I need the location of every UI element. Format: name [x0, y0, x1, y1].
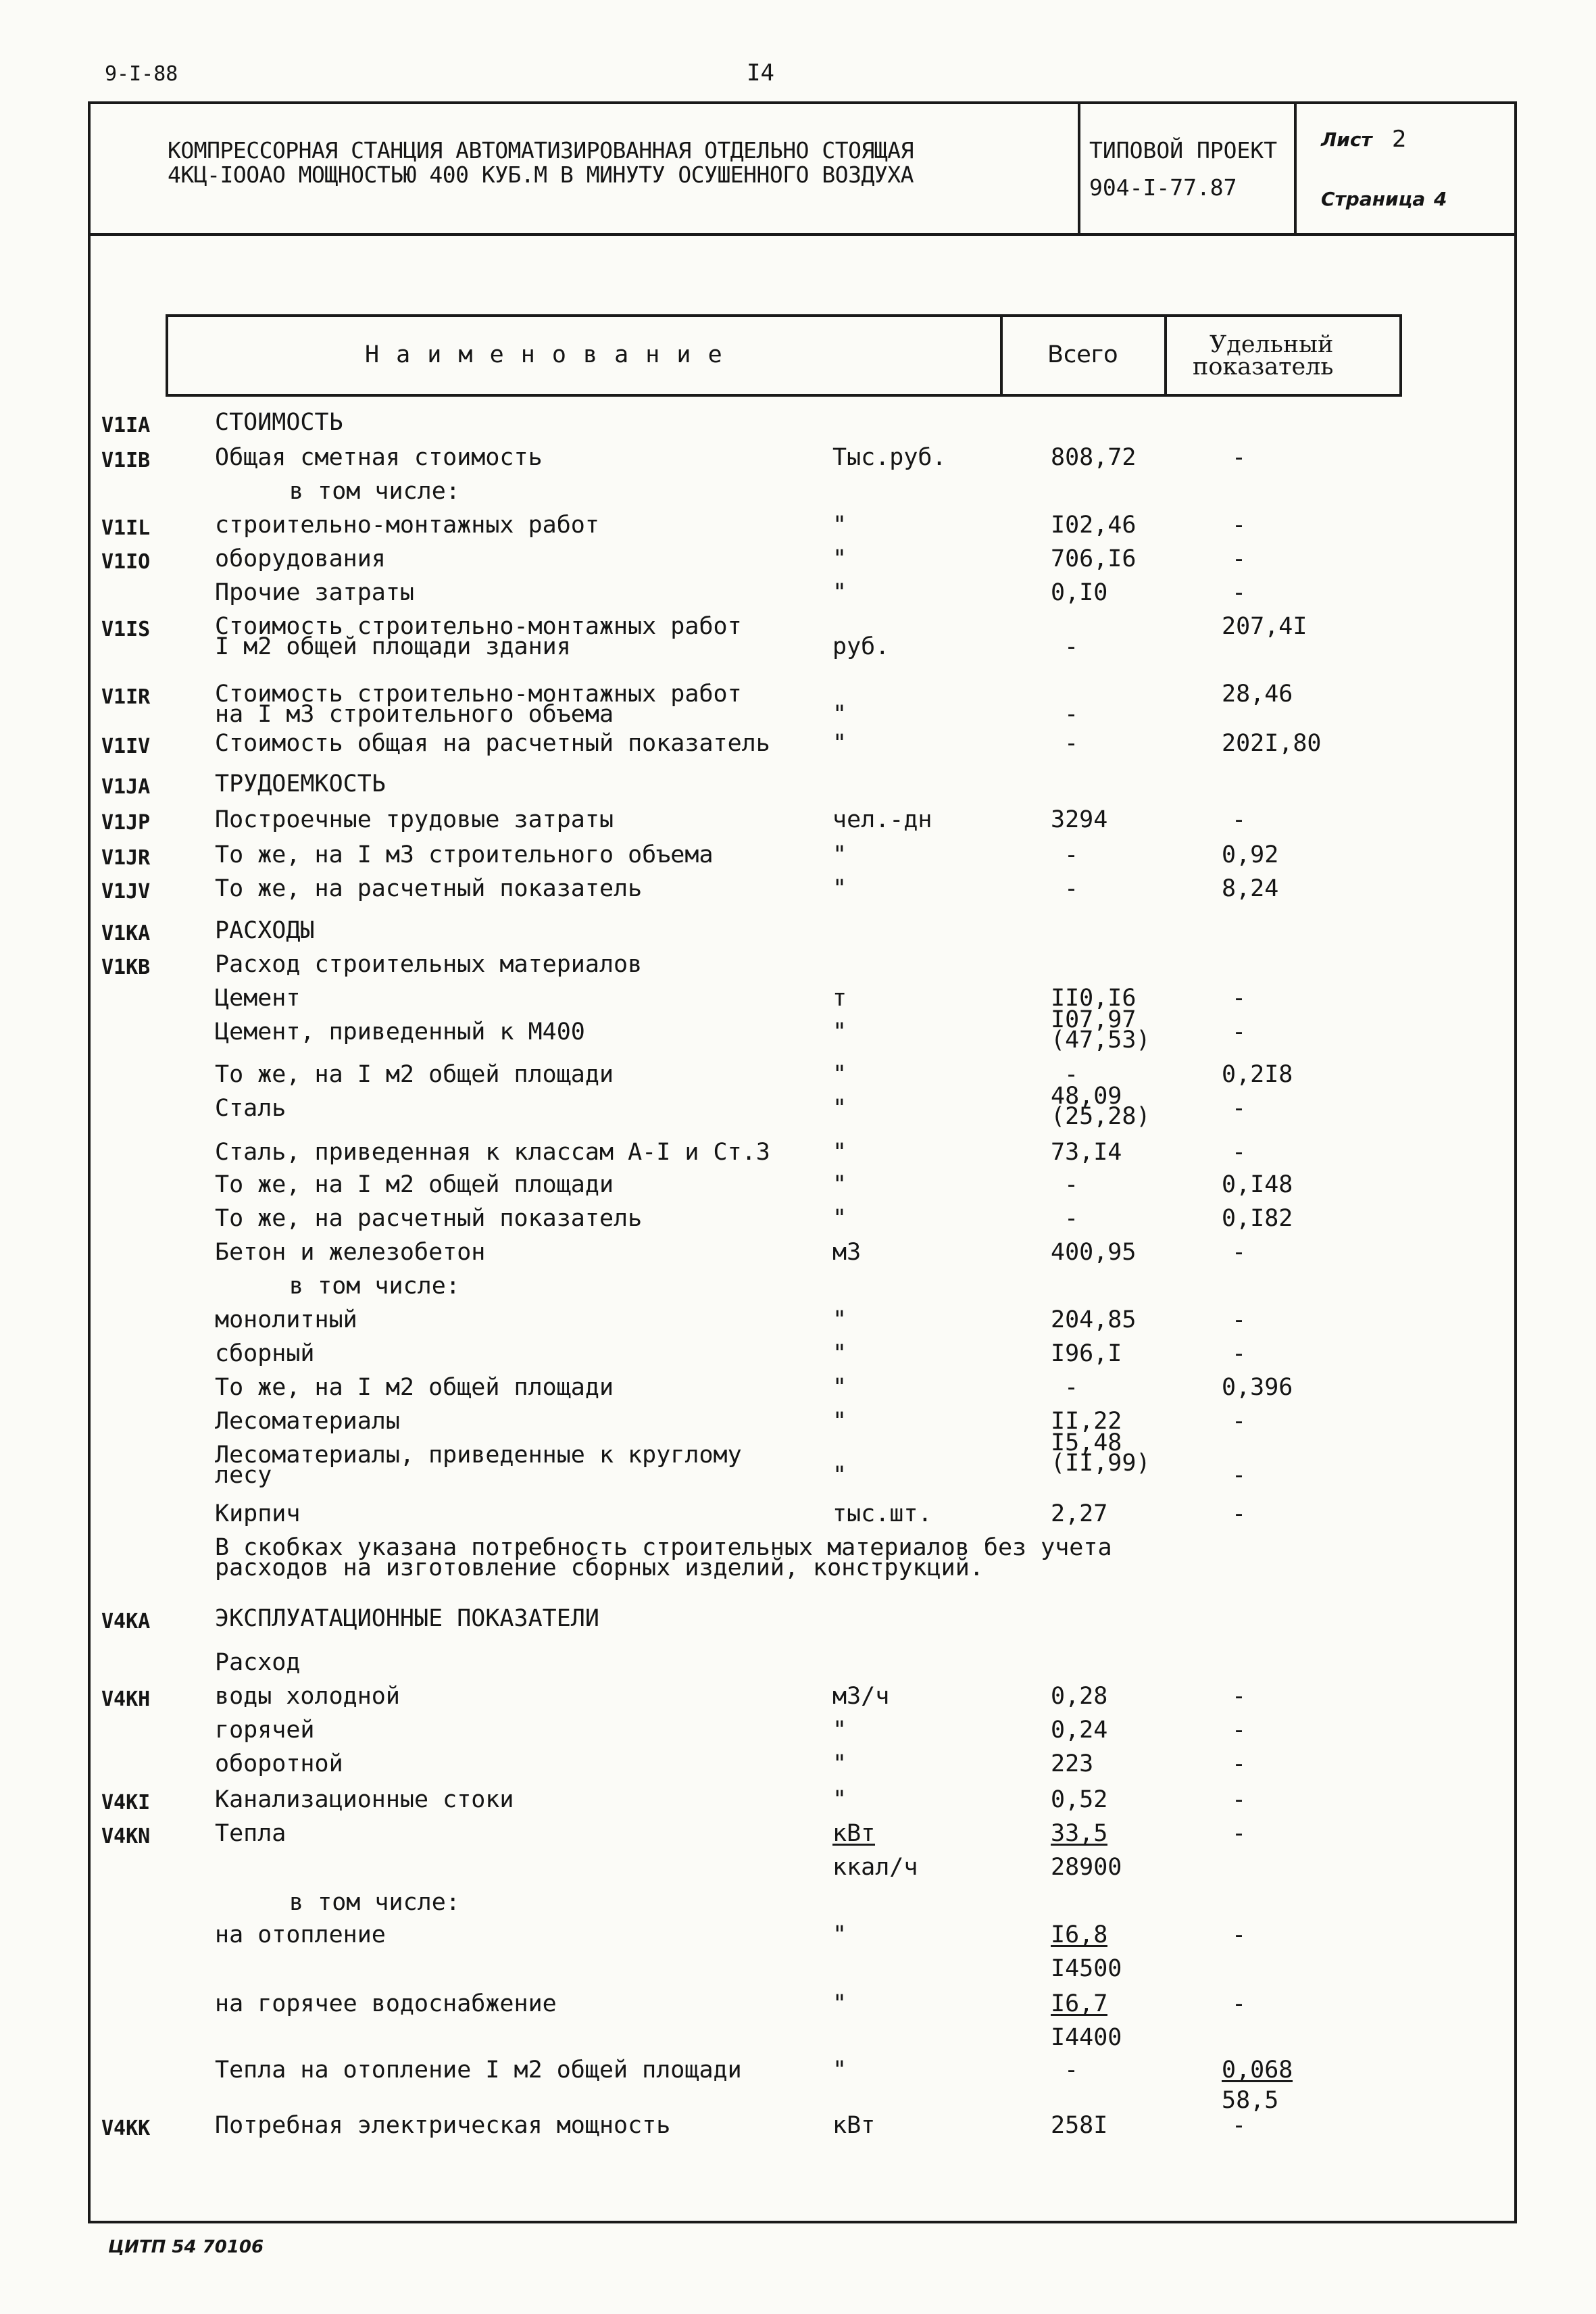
tech-row-spec: - [1232, 806, 1247, 833]
tech-row-total: I96,I [1051, 1340, 1122, 1367]
page-label: Страница [1321, 188, 1426, 210]
ops-row-spec: 0,068 [1222, 2057, 1293, 2084]
ops-row-name: Тепла [215, 1820, 286, 1847]
tech-row-code: V1IS [101, 618, 151, 641]
tech-row-name: Бетон и железобетон [215, 1239, 486, 1266]
tech-row-code: V1IR [101, 685, 151, 709]
tech-row-name: в том числе: [289, 1273, 460, 1300]
tech-row-spec: 0,2I8 [1222, 1061, 1293, 1088]
tech-row-name: оборудования [215, 545, 386, 572]
tech-row-unit: " [832, 1018, 847, 1045]
tech-row-name: Стоимость строительно-монтажных работ [215, 681, 742, 708]
ops-row-name: Потребная электрическая мощность [215, 2112, 671, 2139]
tech-row-total-2: (25,28) [1051, 1103, 1151, 1130]
tech-row-spec: - [1232, 985, 1247, 1012]
tech-row-unit: " [832, 841, 847, 868]
tech-row-total: I07,97 [1051, 1006, 1137, 1033]
tech-row-name: То же, на I м2 общей площади [215, 1374, 614, 1401]
tech-row-spec: 0,396 [1222, 1374, 1293, 1401]
tech-row-code: V1IL [101, 516, 151, 540]
ops-row-unit: " [832, 1717, 847, 1744]
ops-row-name: оборотной [215, 1750, 343, 1777]
tech-row-name: Сталь [215, 1095, 286, 1122]
ops-row-code: V4KK [101, 2117, 151, 2140]
tech-row-unit: руб. [832, 633, 890, 660]
header-title-line1: КОМПРЕССОРНАЯ СТАНЦИЯ АВТОМАТИЗИРОВАННАЯ ОТДЕЛЬНО СТОЯЩАЯ [168, 137, 914, 164]
ops-row-spec: - [1232, 1786, 1247, 1813]
ops-row-unit-2: ккал/ч [832, 1854, 918, 1881]
ops-row-total: 223 [1051, 1750, 1094, 1777]
ops-row-name: воды холодной [215, 1683, 400, 1710]
tech-row-code: V1KA [101, 922, 151, 945]
ops-row-spec: - [1232, 1921, 1247, 1948]
tech-row-name-2: на I м3 строительного объема [215, 701, 614, 728]
tech-row-code: V1JV [101, 880, 151, 904]
ops-row-unit: " [832, 1786, 847, 1813]
ops-row-name: ЭКСПЛУАТАЦИОННЫЕ ПОКАЗАТЕЛИ [215, 1605, 599, 1632]
tech-row-code: V1JR [101, 846, 151, 870]
tech-row-unit: " [832, 1374, 847, 1401]
tech-row-name: То же, на расчетный показатель [215, 1205, 643, 1232]
tech-row-unit: м3 [832, 1239, 862, 1266]
tech-row-spec: - [1232, 1340, 1247, 1367]
tech-row-code: V1IB [101, 449, 151, 472]
ops-row-spec: - [1232, 1683, 1247, 1710]
tech-row-unit: чел.-дн [832, 806, 932, 833]
tech-row-unit: " [832, 1205, 847, 1232]
ops-row-total-2: 28900 [1051, 1854, 1122, 1881]
tech-row-total: - [1064, 875, 1079, 902]
tech-row-code: V1IA [101, 414, 151, 437]
tech-row-name: Лесоматериалы [215, 1408, 400, 1435]
ops-row-unit: " [832, 1990, 847, 2017]
header-divider [88, 233, 1517, 236]
tech-row-name: ТРУДОЕМКОСТЬ [215, 770, 386, 797]
tech-row-total: 73,I4 [1051, 1139, 1122, 1166]
tech-row-unit: тыс.шт. [832, 1500, 932, 1527]
tech-row-spec: 8,24 [1222, 875, 1279, 902]
tech-row-name: Общая сметная стоимость [215, 444, 543, 471]
tech-row-spec: 0,92 [1222, 841, 1279, 868]
tech-row-spec: - [1232, 1408, 1247, 1435]
tech-row-unit: " [832, 1306, 847, 1333]
header-divider-v2 [1294, 101, 1297, 235]
ops-row-name: в том числе: [289, 1889, 460, 1916]
tech-row-code: V1IV [101, 735, 151, 758]
tech-row-unit: " [832, 1462, 847, 1489]
tech-row-total: - [1064, 1061, 1079, 1088]
tech-row-name: сборный [215, 1340, 315, 1367]
tech-row-total: 2,27 [1051, 1500, 1108, 1527]
tech-row-total: - [1064, 1374, 1079, 1401]
tech-row-name: СТОИМОСТЬ [215, 409, 343, 436]
tech-row-total: 48,09 [1051, 1083, 1122, 1110]
tech-row-total: - [1064, 1205, 1079, 1232]
tech-row-total: - [1064, 633, 1079, 660]
tech-row-code: V1JA [101, 775, 151, 799]
ops-row-total: 258I [1051, 2112, 1108, 2139]
ops-row-total: I6,8 [1051, 1921, 1108, 1948]
ops-row-code: V4KI [101, 1791, 151, 1815]
ops-row-spec: - [1232, 2112, 1247, 2139]
tech-row-code: V1JP [101, 811, 151, 835]
ops-row-total: 0,24 [1051, 1717, 1108, 1744]
page-value: 4 [1434, 188, 1447, 210]
ops-row-spec: - [1232, 1820, 1247, 1847]
tech-row-name: в том числе: [289, 478, 460, 505]
sheet-value: 2 [1392, 126, 1407, 153]
tech-row-code: V1IO [101, 550, 151, 574]
tech-row-spec: - [1232, 579, 1247, 606]
tech-row-name: Прочие затраты [215, 579, 415, 606]
tech-row-name: монолитный [215, 1306, 357, 1333]
tech-row-total-2: (47,53) [1051, 1027, 1151, 1054]
footer-stamp: ЦИТП 54 70106 [108, 2237, 264, 2257]
ops-row-total: 0,28 [1051, 1683, 1108, 1710]
tech-row-unit: " [832, 1095, 847, 1122]
tech-row-unit: " [832, 1408, 847, 1435]
tech-row-name: Цемент, приведенный к М400 [215, 1018, 585, 1045]
sheet-label: Лист [1321, 128, 1372, 151]
ops-row-total-2: I4400 [1051, 2024, 1122, 2051]
tech-row-spec: 202I,80 [1222, 730, 1322, 757]
ops-row-unit: " [832, 2057, 847, 2084]
tech-row-name: Цемент [215, 985, 301, 1012]
table-header-divider-1 [1000, 314, 1003, 397]
tech-row-name: строительно-монтажных работ [215, 512, 599, 539]
tech-row-code: V1KB [101, 956, 151, 979]
ops-row-code: V4KN [101, 1825, 151, 1848]
tech-row-spec: - [1232, 1018, 1247, 1045]
ops-row-unit: кВт [832, 1820, 876, 1847]
tech-row-spec: 28,46 [1222, 681, 1293, 708]
tech-row-unit: " [832, 730, 847, 757]
tech-row-name: Кирпич [215, 1500, 301, 1527]
tech-row-total: 3294 [1051, 806, 1108, 833]
tech-row-total: II,22 [1051, 1408, 1122, 1435]
tech-row-name: То же, на расчетный показатель [215, 875, 643, 902]
ops-row-spec: - [1232, 1717, 1247, 1744]
ops-row-name: Тепла на отопление I м2 общей площади [215, 2057, 742, 2084]
table-header-divider-2 [1164, 314, 1167, 397]
tech-row-spec: - [1232, 1139, 1247, 1166]
tech-row-total: 204,85 [1051, 1306, 1137, 1333]
tech-row-total: I02,46 [1051, 512, 1137, 539]
tech-row-name-2: I м2 общей площади здания [215, 633, 571, 660]
note-line-2: расходов на изготовление сборных изделий, конструкций. [215, 1554, 984, 1581]
tech-row-unit: т [832, 985, 847, 1012]
document-code: 9-I-88 [105, 62, 178, 86]
ops-row-code: V4KA [101, 1610, 151, 1633]
tech-row-name: То же, на I м2 общей площади [215, 1061, 614, 1088]
ops-row-unit: кВт [832, 2112, 876, 2139]
project-number: 904-I-77.87 [1089, 174, 1237, 201]
tech-row-name: Лесоматериалы, приведенные к круглому [215, 1442, 742, 1469]
ops-row-spec-2: 58,5 [1222, 2087, 1279, 2114]
column-header-specific-1: Удельный [1210, 331, 1334, 358]
tech-row-spec: 0,I48 [1222, 1171, 1293, 1198]
tech-row-name: То же, на I м2 общей площади [215, 1171, 614, 1198]
column-header-total: Всего [1047, 341, 1118, 368]
tech-row-spec: - [1232, 1500, 1247, 1527]
ops-row-name: горячей [215, 1717, 315, 1744]
tech-row-spec: - [1232, 512, 1247, 539]
tech-row-name-2: лесу [215, 1462, 272, 1489]
tech-row-total: II0,I6 [1051, 985, 1137, 1012]
tech-row-name: РАСХОДЫ [215, 917, 315, 944]
ops-row-unit: " [832, 1750, 847, 1777]
tech-row-unit: " [832, 512, 847, 539]
tech-row-unit: " [832, 1171, 847, 1198]
tech-row-unit: " [832, 1061, 847, 1088]
column-header-name: Н а и м е н о в а н и е [365, 341, 724, 368]
tech-row-unit: " [832, 545, 847, 572]
tech-row-total: 400,95 [1051, 1239, 1137, 1266]
project-label: ТИПОВОЙ ПРОЕКТ [1089, 137, 1278, 164]
page-number: I4 [747, 59, 774, 87]
tech-row-name: Стоимость строительно-монтажных работ [215, 613, 742, 640]
ops-row-total-2: I4500 [1051, 1955, 1122, 1982]
tech-row-name: Стоимость общая на расчетный показатель [215, 730, 770, 757]
ops-row-unit: " [832, 1921, 847, 1948]
tech-row-unit: " [832, 1139, 847, 1166]
tech-row-name: Сталь, приведенная к классам А-I и Ст.3 [215, 1139, 770, 1166]
tech-row-unit: " [832, 579, 847, 606]
column-header-specific-2: показатель [1193, 353, 1334, 380]
ops-row-name: Расход [215, 1649, 301, 1676]
ops-row-name: на горячее водоснабжение [215, 1990, 557, 2017]
ops-row-spec: - [1232, 1750, 1247, 1777]
tech-row-spec: - [1232, 1239, 1247, 1266]
ops-row-spec: - [1232, 1990, 1247, 2017]
ops-row-name: на отопление [215, 1921, 386, 1948]
header-title-line2: 4КЦ-IOOAO МОЩНОСТЬЮ 400 КУБ.М В МИНУТУ ОСУШЕННОГО ВОЗДУХА [168, 162, 914, 188]
tech-row-total: I5,48 [1051, 1429, 1122, 1456]
tech-row-total: 808,72 [1051, 444, 1137, 471]
tech-row-name: Расход строительных материалов [215, 951, 643, 978]
tech-row-total-2: (II,99) [1051, 1450, 1151, 1477]
tech-row-total: - [1064, 1171, 1079, 1198]
tech-row-spec: - [1232, 444, 1247, 471]
tech-row-total: - [1064, 841, 1079, 868]
tech-row-spec: - [1232, 1095, 1247, 1122]
tech-row-total: 0,I0 [1051, 579, 1108, 606]
ops-row-total: I6,7 [1051, 1990, 1108, 2017]
tech-row-name: То же, на I м3 строительного объема [215, 841, 714, 868]
header-divider-v1 [1078, 101, 1080, 235]
tech-row-name: Построечные трудовые затраты [215, 806, 614, 833]
tech-row-spec: 0,I82 [1222, 1205, 1293, 1232]
tech-row-unit: " [832, 875, 847, 902]
tech-row-unit: " [832, 1340, 847, 1367]
tech-row-total: - [1064, 730, 1079, 757]
ops-row-total: - [1064, 2057, 1079, 2084]
ops-row-code: V4KH [101, 1688, 151, 1711]
tech-row-unit: " [832, 701, 847, 728]
note-line-1: В скобках указана потребность строительных материалов без учета [215, 1534, 1112, 1561]
ops-row-name: Канализационные стоки [215, 1786, 514, 1813]
tech-row-unit: Тыс.руб. [832, 444, 947, 471]
tech-row-total: - [1064, 701, 1079, 728]
ops-row-total: 0,52 [1051, 1786, 1108, 1813]
tech-row-spec: - [1232, 1462, 1247, 1489]
ops-row-unit: м3/ч [832, 1683, 890, 1710]
tech-row-spec: - [1232, 1306, 1247, 1333]
tech-row-spec: 207,4I [1222, 613, 1307, 640]
ops-row-total: 33,5 [1051, 1820, 1108, 1847]
tech-row-spec: - [1232, 545, 1247, 572]
tech-row-total: 706,I6 [1051, 545, 1137, 572]
